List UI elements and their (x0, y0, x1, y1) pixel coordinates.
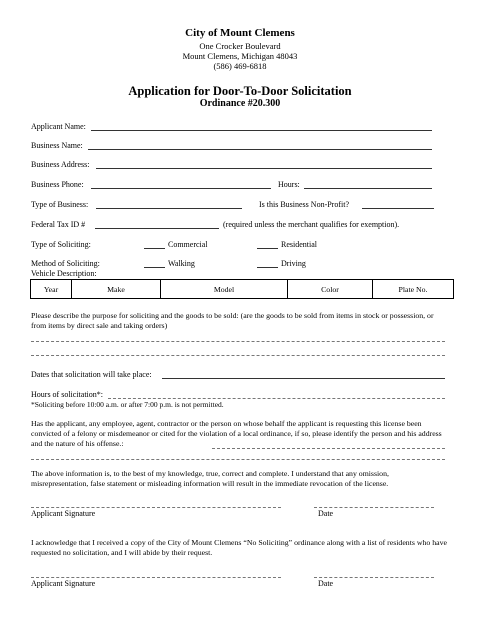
certification-statement: The above information is, to the best of my knowledge, true, correct and complete. I understand that any omission, misrepresentation, false statement or misleading information will result in the immediate revocation of the license. (31, 469, 389, 488)
applicant-signature-line-1[interactable] (31, 507, 281, 508)
vehicle-table (30, 279, 454, 299)
date-line-2[interactable] (314, 577, 434, 578)
applicant-signature-label-1: Applicant Signature (31, 509, 96, 518)
applicant-name-label: Applicant Name: (31, 122, 86, 131)
vehicle-table-header (31, 280, 454, 299)
tax-id-field[interactable] (95, 228, 219, 229)
business-name-label: Business Name: (31, 141, 83, 150)
hours-label: Hours: (278, 180, 300, 189)
non-profit-label: Is this Business Non-Profit? (259, 200, 349, 209)
column-year: Year (31, 280, 72, 299)
conviction-question: Has the applicant, any employee, agent, contractor or the person on whose behalf the applicant is requesting this license been convicted of a felony or misdemeanor or cited for the violation of a local ordinance, if so, please identify the person and his address and the nature of his offense.: (31, 419, 442, 448)
acknowledgement-statement: I acknowledge that I received a copy of the City of Mount Clemens “No Soliciting” ordinance along with a list of residents who have requested no solicitation, and I will abide by their request. (31, 538, 447, 557)
city-name: City of Mount Clemens (185, 27, 295, 39)
date-label-2: Date (318, 579, 334, 588)
walking-check[interactable] (144, 267, 165, 268)
column-plate-no: Plate No. (373, 280, 454, 299)
business-type-field[interactable] (96, 208, 242, 209)
column-make: Make (72, 280, 161, 299)
walking-label: Walking (168, 259, 195, 268)
business-address-field[interactable] (96, 168, 432, 169)
column-model: Model (161, 280, 288, 299)
solicitation-hours-field[interactable] (108, 398, 445, 399)
ordinance-number: Ordinance #20.300 (199, 98, 281, 109)
dates-field[interactable] (162, 378, 445, 379)
conviction-answer-line-2[interactable] (31, 459, 445, 460)
soliciting-type-label: Type of Soliciting: (31, 240, 91, 249)
date-label-1: Date (318, 509, 334, 518)
city-phone: (586) 469-6818 (213, 61, 267, 71)
business-phone-field[interactable] (91, 188, 271, 189)
conviction-answer-line-1[interactable] (212, 448, 445, 449)
solicitation-hours-note: *Soliciting before 10:00 a.m. or after 7:00 p.m. is not permitted. (31, 400, 224, 409)
vehicle-description-label: Vehicle Description: (31, 269, 97, 278)
purpose-answer-line-2[interactable] (31, 355, 445, 356)
address-line-1: One Crocker Boulevard (199, 41, 281, 51)
commercial-check[interactable] (144, 248, 165, 249)
form-title: Application for Door-To-Door Solicitation (128, 84, 352, 98)
residential-check[interactable] (257, 248, 278, 249)
applicant-signature-line-2[interactable] (31, 577, 281, 578)
column-color: Color (288, 280, 373, 299)
business-name-field[interactable] (88, 149, 432, 150)
purpose-question: Please describe the purpose for soliciting and the goods to be sold: (are the goods to be sold from items in stock or possession, or from items by direct sale and taking orders) (31, 311, 434, 330)
soliciting-method-label: Method of Soliciting: (31, 259, 100, 268)
business-type-label: Type of Business: (31, 200, 89, 209)
hours-field[interactable] (304, 188, 432, 189)
purpose-answer-line-1[interactable] (31, 341, 445, 342)
address-line-2: Mount Clemens, Michigan 48043 (182, 51, 298, 61)
non-profit-field[interactable] (362, 208, 434, 209)
date-line-1[interactable] (314, 507, 434, 508)
applicant-signature-label-2: Applicant Signature (31, 579, 96, 588)
tax-id-label: Federal Tax ID # (31, 220, 86, 229)
solicitation-hours-label: Hours of solicitation*: (31, 390, 103, 399)
tax-id-note: (required unless the merchant qualifies for exemption). (223, 220, 400, 229)
commercial-label: Commercial (168, 240, 208, 249)
applicant-name-field[interactable] (91, 130, 432, 131)
dates-label: Dates that solicitation will take place: (31, 370, 152, 379)
driving-check[interactable] (257, 267, 278, 268)
business-phone-label: Business Phone: (31, 180, 84, 189)
residential-label: Residential (281, 240, 317, 249)
business-address-label: Business Address: (31, 160, 90, 169)
driving-label: Driving (281, 259, 306, 268)
